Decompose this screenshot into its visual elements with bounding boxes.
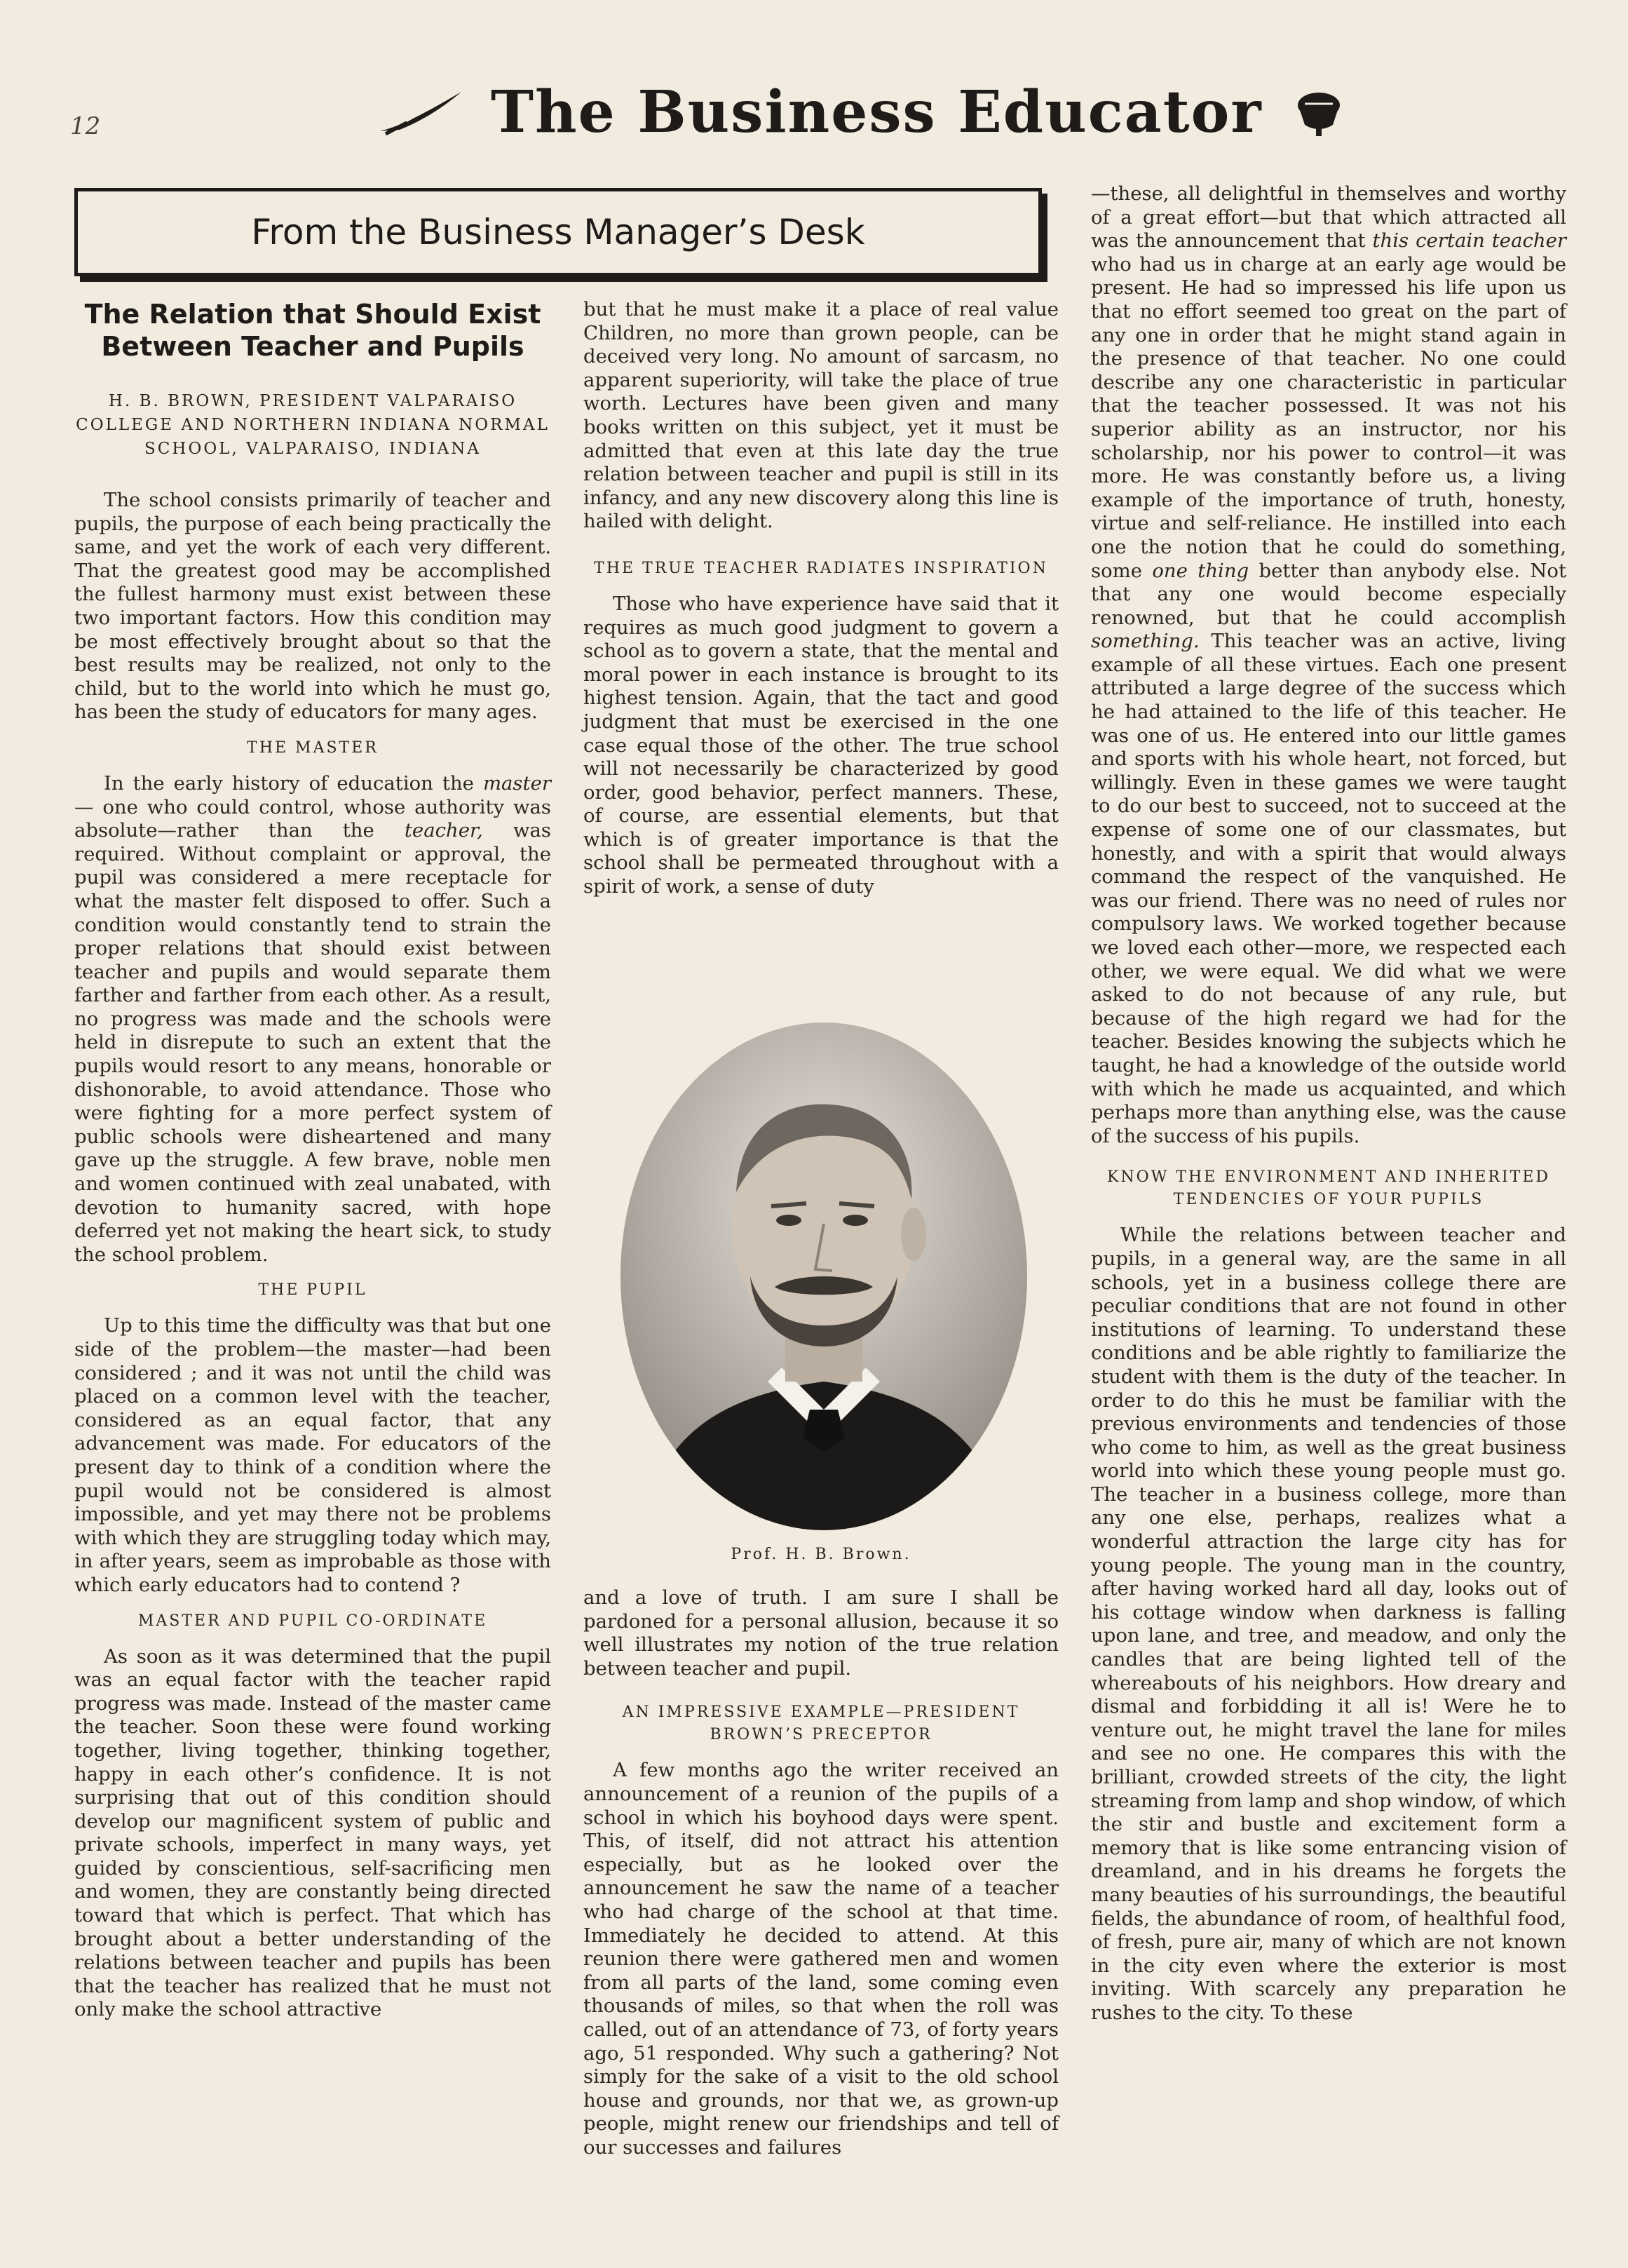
intro-paragraph: The school consists primarily of teacher and pupils, the purpose of each being practically the same, and yet the work of each very different. That the greatest good may be accomplished the fullest harmony must exist between these two important factors. How this condition may be most effectively brought about so that the best results may be realized, not only to the child, but to the world into which he must go, has been the study of educators for many ages. xyxy=(74,489,551,724)
coordinate-paragraph: As soon as it was determined that the pupil was an equal factor with the teacher rapid progress was made. Instead of the master came the teacher. Soon these were found working together, living together, thinking together, happy in each other’s confidence. It is not surprising that out of this condition should develop our magnificent system of public and private schools, imperfect in many ways, yet guided by conscientious, self-sacrificing men and women, they are constantly being directed toward that which is perfect. That which has brought about a better understanding of the relations between teacher and pupils has been that the teacher has realized that he must not only make the school attractive xyxy=(74,1645,551,2021)
example-paragraph: A few months ago the writer received an announcement of a reunion of the pupils of a school in which his boyhood days were spent. This, of itself, did not attract his attention especially, but as he looked over the announcement he saw the name of a teacher who had charge of the school at that time. Immediately he decided to attend. At this reunion there were gathered men and women from all parts of the land, some coming even thousands of miles, so that when the roll was called, out of an attendance of 73, of forty years ago, 51 responded. Why such a gathering? Not simply for the sake of a visit to the old school house and grounds, nor that we, as grown-up people, might renew our friendships and tell of our successes and failures xyxy=(583,1759,1059,2159)
column-3 xyxy=(1091,182,1566,2025)
quill-pen-icon xyxy=(379,88,463,137)
article-byline: H. B. BROWN, PRESIDENT VALPARAISO COLLEGE AND NORTHERN INDIANA NORMAL SCHOOL, VALPARAISO, INDIANA xyxy=(76,392,550,458)
column-1 xyxy=(74,298,551,2022)
page-number: 12 xyxy=(70,112,101,140)
example-continuation: —these, all delightful in themselves and worthy of a great effort—but that which attracted all was the announcement that this certain teacher who had us in charge at an early age would be present. He had so impressed his life upon us that no effort seemed too great on the part of any one in order that he might stand again in the presence of that teacher. No one could describe any one characteristic in particular that the teacher possessed. It was not his superior ability as an instructor, nor his scholarship, nor his power to control—it was more. He was constantly before us, a living example of the importance of truth, honesty, virtue and self-reliance. He instilled into each one the notion that he could do something, some one thing better than anybody else. Not that any one would become especially renowned, but that he could accomplish something. This teacher was an active, living example of all these virtues. Each one present attributed a large degree of the success which he had attained to the life of this teacher. He was one of us. He entered into our little games and sports with his whole heart, not forced, but willingly. Even in these games we were taught to do our best to succeed, not to succeed at the expense of some one of our classmates, but honestly, and with a spirit that would always command the respect of the vanquished. He was our friend. There was no need of rules nor compulsory laws. We worked together because we loved each other—more, we respected each other, we were equal. We did what we were asked to do not because of any rule, but because of the high regard we had for the teacher. Besides knowing the subjects which he taught, he had a knowledge of the outside world with which he made us acquainted, and which perhaps more than anything else, was the cause of the success of his pupils. xyxy=(1091,182,1567,1147)
masthead-title: The Business Educator xyxy=(491,79,1263,146)
section-title: From the Business Manager’s Desk xyxy=(251,212,865,252)
photo-caption: Prof. H. B. Brown. xyxy=(731,1546,911,1563)
subhead-true-teacher: THE TRUE TEACHER RADIATES INSPIRATION xyxy=(594,559,1048,577)
winged-ornament-icon xyxy=(1291,84,1347,140)
section-header-box xyxy=(74,188,1042,276)
subhead-know-environment: KNOW THE ENVIRONMENT AND INHERITED TENDENCIES OF YOUR PUPILS xyxy=(1106,1168,1551,1209)
subhead-the-master: THE MASTER xyxy=(247,738,379,757)
portrait-photo xyxy=(613,1017,1034,1536)
column-2-lower xyxy=(583,1586,1059,2159)
master-paragraph: In the early history of education the master — one who could control, whose authority was absolute—rather than the teacher, was required. Without complaint or approval, the pupil was considered a mere receptacle for what the master felt disposed to offer. Such a condition would constantly tend to strain the proper relations that should exist between teacher and pupils and would separate them farther and farther from each other. As a result, no progress was made and the schools were held in disrepute to such an extent that the pupils would resort to any means, honorable or dishonorable, to avoid attendance. Those who were fighting for a more perfect system of public schools were disheartened and many gave up the struggle. A few brave, noble men and women continued with zeal unabated, with devotion to humanity sacred, with hope deferred yet not making the heart sick, to study the school problem. xyxy=(74,771,551,1266)
masthead xyxy=(379,70,1360,154)
article-title: The Relation that Should Exist Between Teacher and Pupils xyxy=(84,299,541,362)
pupil-paragraph: Up to this time the difficulty was that but one side of the problem—the master—had been considered ; and it was not until the child was placed on a common level with the teacher, considered as an equal factor, that any advancement was made. For educators of the present day to think of a condition where the pupil would not be considered is almost impossible, and yet may there not be problems with which they are struggling today which may, in after years, seem as improbable as those with which early educators had to contend ? xyxy=(74,1314,551,1596)
after-photo-paragraph: and a love of truth. I am sure I shall be pardoned for a personal allusion, because it so well illustrates my notion of the true relation between teacher and pupil. xyxy=(583,1586,1059,1680)
subhead-master-and-pupil: MASTER AND PUPIL CO-ORDINATE xyxy=(137,1612,488,1630)
environment-paragraph: While the relations between teacher and pupils, in a general way, are the same in all schools, yet in a business college there are peculiar conditions that are not found in other institutions of learning. To understand these conditions and be able rightly to familiarize the student with them is the duty of the teacher. In order to do this he must be familiar with the previous environments and tendencies of those who come to him, as well as the great business world into which these young people must go. The teacher in a business college, more than any one else, perhaps, realizes what a wonderful attraction the large city has for young people. The young man in the country, after having worked hard all day, looks out of his cottage window when darkness is falling upon lane, and tree, and meadow, and only the candles that are being lighted tell of the whereabouts of his neighbors. How dreary and dismal and forbidding it all is! Were he to venture out, he might travel the lane for miles and see no one. He compares this with the brilliant, crowded streets of the city, the light streaming from lamp and shop window, of which the stir and bustle and excitement form a memory that is like some entrancing vision of dreamland, and in his dreams he forgets the many beauties of his surroundings, the beautiful fields, the abundance of room, of healthful food, of fresh, pure air, many of which are not known in the city even where the exterior is most inviting. With scarcely any preparation he rushes to the city. To these xyxy=(1091,1224,1566,2024)
radiates-paragraph: Those who have experience have said that it requires as much good judgment to govern a school as to govern a state, that the mental and moral power in each instance is brought to its highest tension. Again, that the tact and good judgment that must be exercised in the one case equal those of the other. The true school will not necessarily be characterized by good order, good behavior, perfect manners. These, of course, are essential elements, but that which is of greater importance is that the school shall be permeated throughout with a spirit of work, a sense of duty xyxy=(583,592,1059,898)
portrait-image xyxy=(613,1017,1034,1536)
coordinate-continuation: but that he must make it a place of real value Children, no more than grown people, can be deceived very long. No amount of sarcasm, no apparent superiority, will take the place of true worth. Lectures have been given and many books written on this subject, yet it must be admitted that even at this late day the true relation between teacher and pupil is still in its infancy, and any new discovery along this line is hailed with delight. xyxy=(583,298,1059,533)
column-2 xyxy=(583,298,1059,899)
subhead-the-pupil: THE PUPIL xyxy=(258,1281,367,1300)
subhead-impressive-example: AN IMPRESSIVE EXAMPLE—PRESIDENT BROWN’S PRECEPTOR xyxy=(622,1703,1020,1744)
